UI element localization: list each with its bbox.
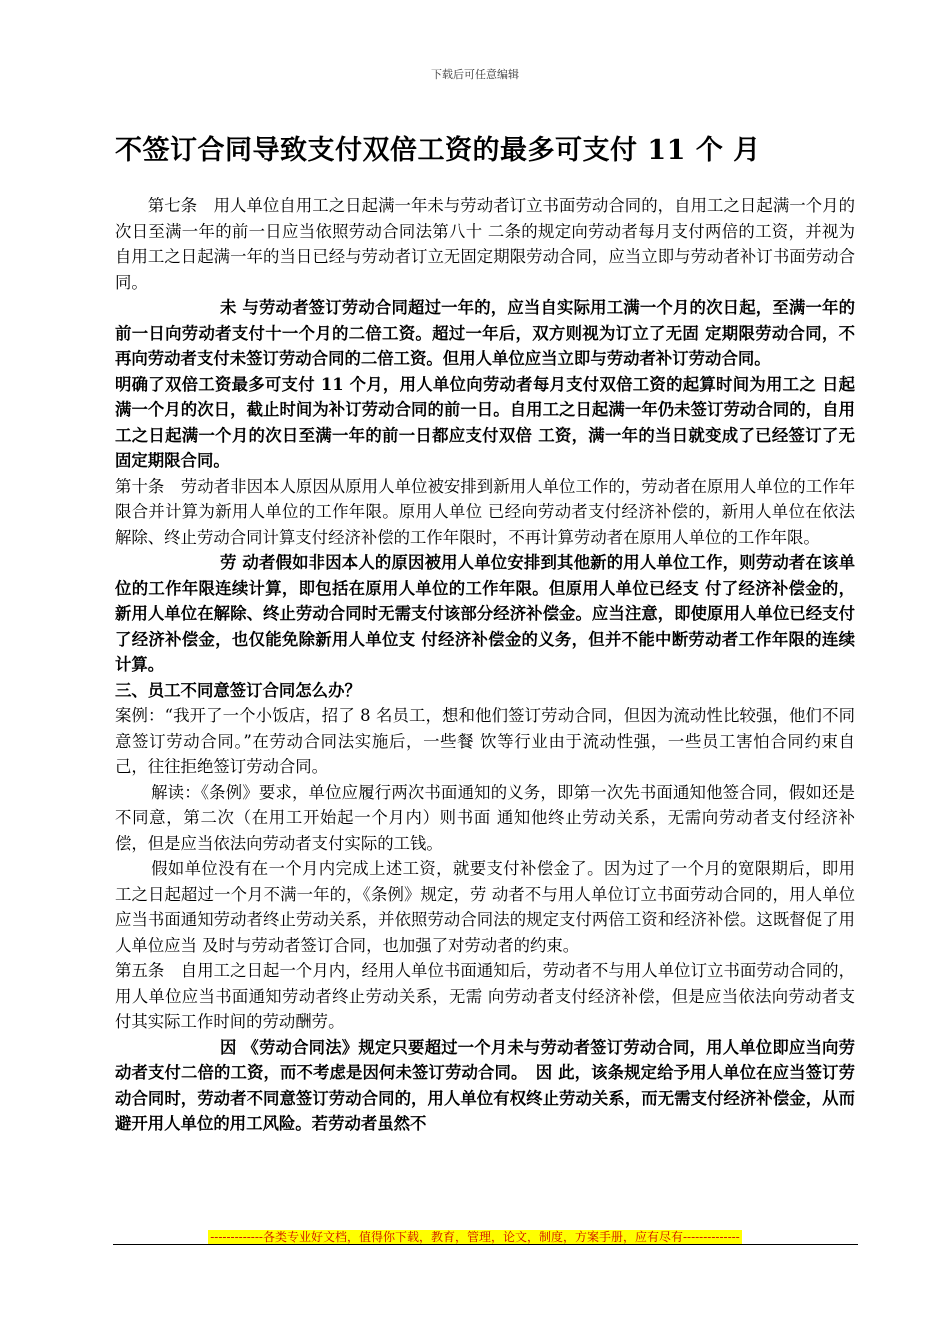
paragraph-case-example: 案例：“我开了一个小饭店，招了 8 名员工，想和他们签订劳动合同，但因为流动性比较强，他们不同意签订劳动合同。”在劳动合同法实施后，一些餐 饮等行业由于流动性强，一些员工害怕合同约束自己，往往拒绝签订劳动合同。 xyxy=(115,706,855,776)
paragraph-double-wage-summary: 明确了双倍工资最多可支付 11 个月，用人单位向劳动者每月支付双倍工资的起算时间为用工之 日起满一个月的次日，截止时间为补订劳动合同的前一日。自用工之日起满一年仍未签订劳动合同的，自用工之日起满一个月的次日至满一年的前一日都应支付双倍 工资，满一年的当日就变成了已经签订了无固定期限合同。 xyxy=(115,374,855,470)
section-heading-3: 三、员工不同意签订合同怎么办？ xyxy=(115,680,361,700)
paragraph-article-7-explanation: 未 与劳动者签订劳动合同超过一年的，应当自实际用工满一个月的次日起，至满一年的前一日向劳动者支付十一个月的二倍工资。超过一年后，双方则视为订立了无固 定期限劳动合同，不再向劳动者支付未签订劳动合同的二倍工资。但用人单位应当立即与劳动者补订劳动合同。 xyxy=(115,298,855,368)
paragraph-article-7: 第七条 用人单位自用工之日起满一年未与劳动者订立书面劳动合同的，自用工之日起满一个月的次日至满一年的前一日应当依照劳动合同法第八十 二条的规定向劳动者每月支付两倍的工资，并视为自用工之日起满一年的当日已经与劳动者订立无固定期限劳动合同，应当立即与劳动者补订书面劳动合同。 xyxy=(115,196,855,292)
footer-divider xyxy=(113,1244,858,1245)
paragraph-compensation: 假如单位没有在一个月内完成上述工资，就要支付补偿金了。因为过了一个月的宽限期后，即用工之日起超过一个月不满一年的，《条例》规定，劳 动者不与用人单位订立书面劳动合同的，用人单位应当书面通知劳动者终止劳动关系，并依照劳动合同法的规定支付两倍工资和经济补偿。这既督促了用人单位应当 及时与劳动者签订合同，也加强了对劳动者的约束。 xyxy=(115,859,855,955)
document-title: 不签订合同导致支付双倍工资的最多可支付 11 个 月 xyxy=(115,135,761,166)
paragraph-article-10: 第十条 劳动者非因本人原因从原用人单位被安排到新用人单位工作的，劳动者在原用人单位的工作年限合并计算为新用人单位的工作年限。原用人单位 已经向劳动者支付经济补偿的，新用人单位在依法解除、终止劳动合同计算支付经济补偿的工作年限时，不再计算劳动者在原用人单位的工作年限。 xyxy=(115,476,855,547)
header-note: 下载后可任意编辑 xyxy=(431,68,519,81)
footer-banner xyxy=(0,1226,950,1245)
paragraph-article-5: 第五条 自用工之日起一个月内，经用人单位书面通知后，劳动者不与用人单位订立书面劳动合同的，用人单位应当书面通知劳动者终止劳动关系，无需 向劳动者支付经济补偿，但是应当依法向劳动者支付其实际工作时间的劳动酬劳。 xyxy=(115,961,855,1031)
paragraph-article-5-explanation: 因 《劳动合同法》规定只要超过一个月未与劳动者签订劳动合同，用人单位即应当向劳动者支付二倍的工资，而不考虑是因何未签订劳动合同。 因 此，该条规定给予用人单位在应当签订劳动合同时，劳动者不同意签订劳动合同的，用人单位有权终止劳动关系，而无需支付经济补偿金，从而避开用人单位的用工风险。若劳动者虽然不 xyxy=(115,1037,855,1133)
paragraph-article-10-explanation: 劳 动者假如非因本人的原因被用人单位安排到其他新的用人单位工作，则劳动者在该单位的工作年限连续计算，即包括在原用人单位的工作年限。但原用人单位已经支 付了经济补偿金的，新用人单位在解除、终止劳动合同时无需支付该部分经济补偿金。应当注意，即使原用人单位已经支付了经济补偿金，也仅能免除新用人单位支 付经济补偿金的义务，但并不能中断劳动者工作年限的连续计算。 xyxy=(115,553,855,674)
document-body xyxy=(115,193,855,1137)
footer-banner-text: -------------各类专业好文档，值得你下载，教育，管理，论文，制度，方案手册，应有尽有-------------- xyxy=(210,1230,740,1244)
paragraph-interpretation: 解读：《条例》要求，单位应履行两次书面通知的义务，即第一次先书面通知他签合同，假如还是不同意，第二次（在用工开始起一个月内）则书面 通知他终止劳动关系，无需向劳动者支付经济补偿，但是应当依法向劳动者支付实际的工钱。 xyxy=(115,782,855,853)
